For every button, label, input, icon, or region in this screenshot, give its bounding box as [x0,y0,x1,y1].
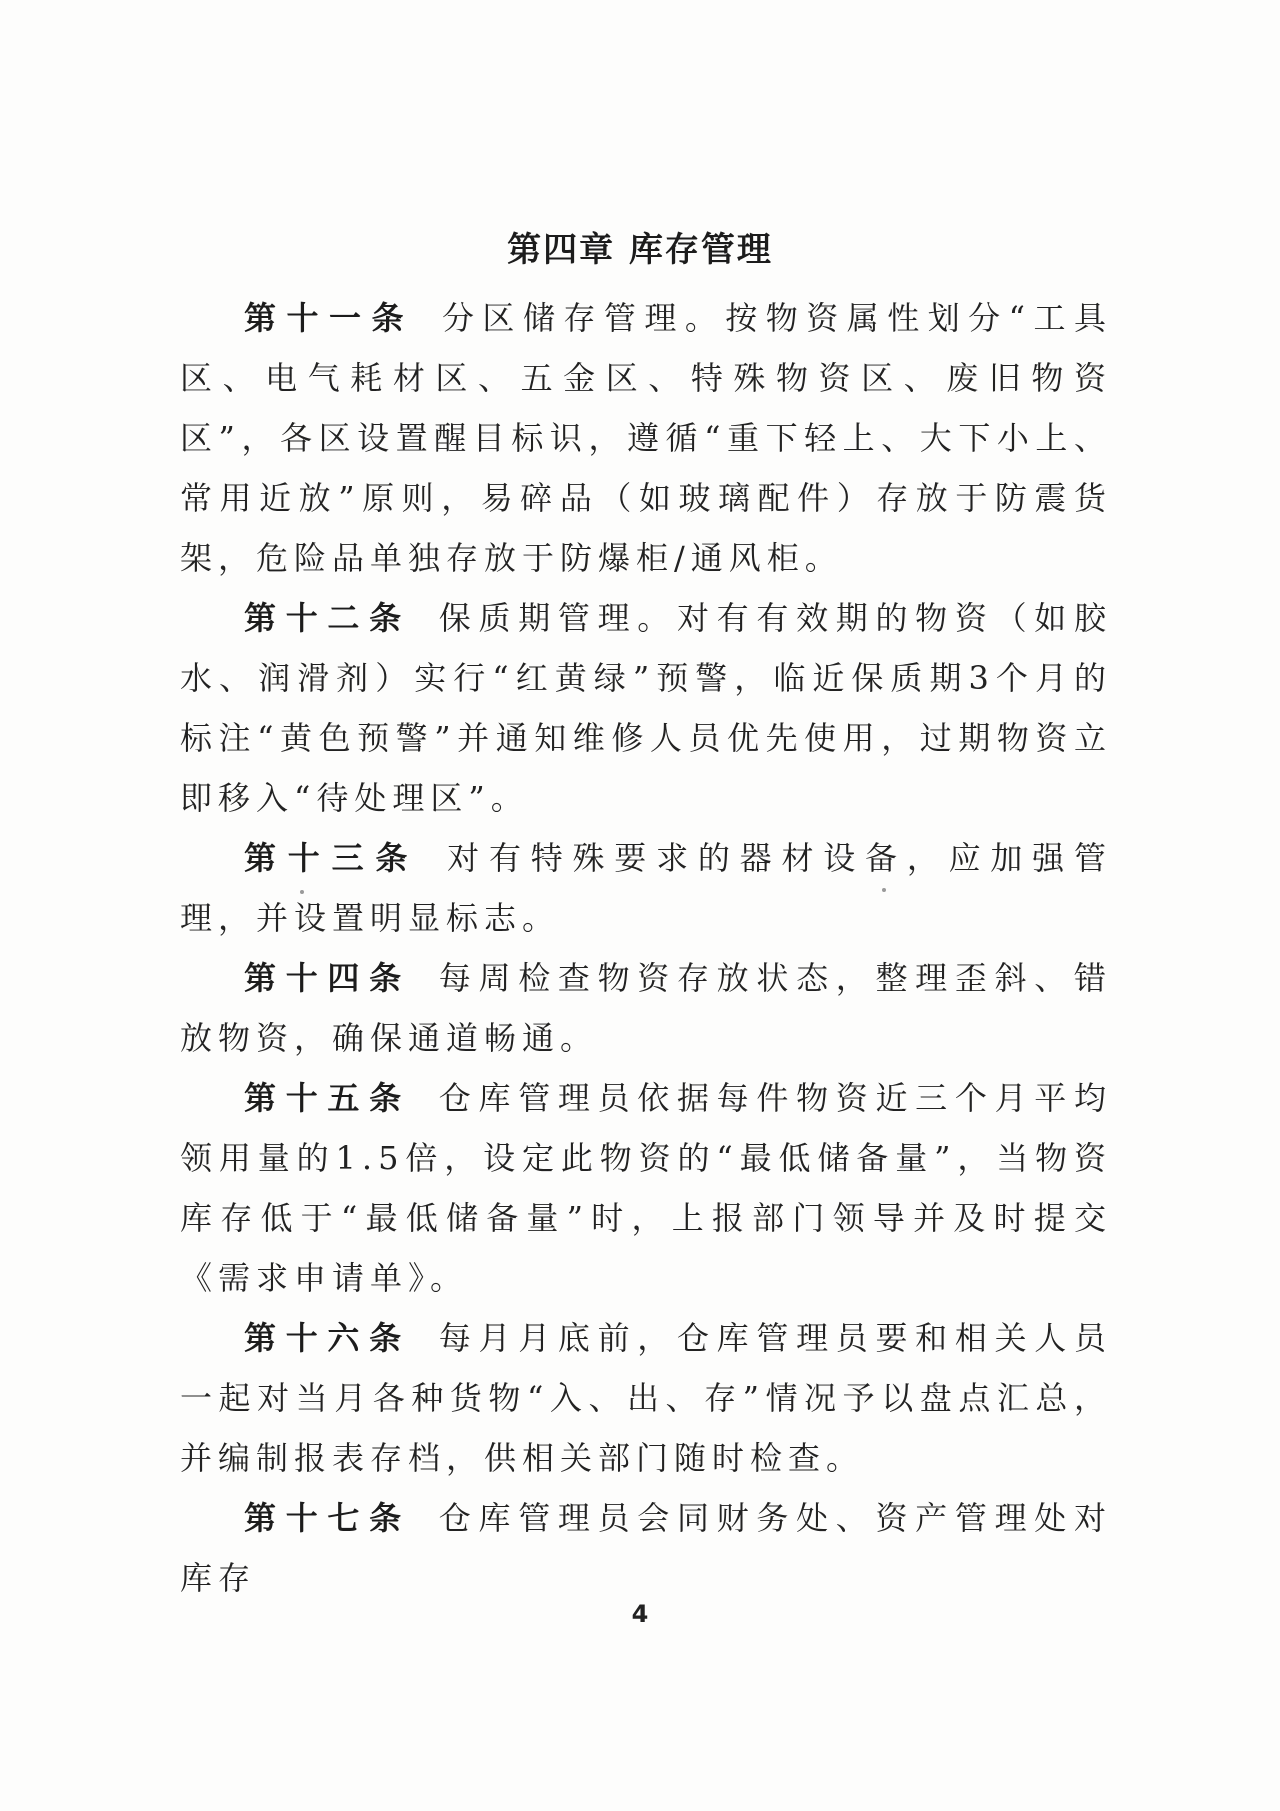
article-label: 第十六条 [244,1319,411,1357]
article-label: 第十五条 [244,1079,411,1117]
article-text: 保质期管理。对有有效期的物资（如胶水、润滑剂）实行“红黄绿”预警，临近保质期3个月的标注“黄色预警”并通知维修人员优先使用，过期物资立即移入“待处理区”。 [180,599,1112,817]
article-text: 仓库管理员依据每件物资近三个月平均领用量的1.5倍，设定此物资的“最低储备量”，当物资库存低于“最低储备量”时，上报部门领导并及时提交《需求申请单》。 [180,1079,1112,1297]
article-label: 第十二条 [244,599,411,637]
scan-speck [882,888,886,892]
chapter-title: 第四章 库存管理 [507,230,773,270]
article-text: 仓库管理员会同财务处、资产管理处对库存 [180,1499,1112,1597]
article-12 [180,588,1112,828]
article-label: 第十一条 [244,299,414,337]
article-label: 第十七条 [244,1499,411,1537]
article-text: 每月月底前，仓库管理员要和相关人员一起对当月各种货物“入、出、存”情况予以盘点汇总，并编制报表存档，供相关部门随时检查。 [180,1319,1112,1477]
article-label: 第十三条 [244,839,420,877]
article-text: 每周检查物资存放状态，整理歪斜、错放物资，确保通道畅通。 [180,959,1112,1057]
article-text: 对有特殊要求的器材设备，应加强管理，并设置明显标志。 [180,839,1112,937]
article-11 [180,288,1112,588]
article-14 [180,948,1112,1068]
article-15 [180,1068,1112,1308]
article-text: 分区储存管理。按物资属性划分“工具区、电气耗材区、五金区、特殊物资区、废旧物资区”，各区设置醒目标识，遵循“重下轻上、大下小上、常用近放”原则，易碎品（如玻璃配件）存放于防震货架，危险品单独存放于防爆柜/通风柜。 [180,299,1112,577]
scan-speck [300,890,304,894]
document-body [180,288,1112,1608]
article-13 [180,828,1112,948]
article-16 [180,1308,1112,1488]
article-17 [180,1488,1112,1608]
page-number: 4 [631,1600,649,1628]
article-label: 第十四条 [244,959,411,997]
